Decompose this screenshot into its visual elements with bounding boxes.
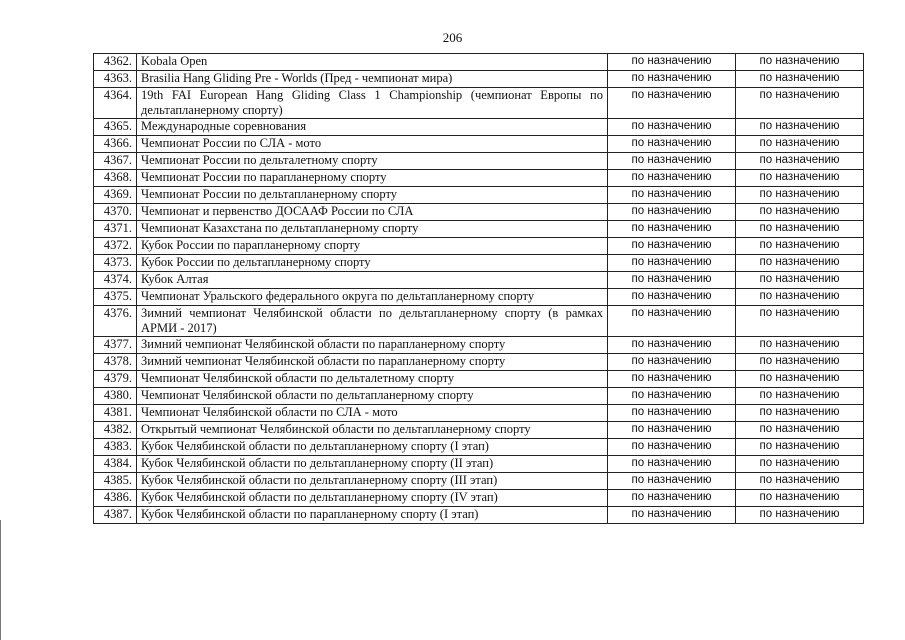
purpose-cell: по назначению — [736, 136, 864, 153]
row-number-cell: 4371. — [94, 221, 137, 238]
table-row — [94, 337, 864, 354]
table-row — [94, 71, 864, 88]
event-name-cell: Кубок Алтая — [137, 272, 608, 289]
row-number-cell: 4363. — [94, 71, 137, 88]
purpose-cell: по назначению — [608, 405, 736, 422]
event-name-cell: Кубок России по дельтапланерному спорту — [137, 255, 608, 272]
purpose-cell: по назначению — [608, 119, 736, 136]
purpose-cell: по назначению — [608, 473, 736, 490]
purpose-cell: по назначению — [608, 153, 736, 170]
row-number-cell: 4380. — [94, 388, 137, 405]
table-row — [94, 88, 864, 119]
purpose-cell: по назначению — [736, 170, 864, 187]
event-name-cell: Кубок России по парапланерному спорту — [137, 238, 608, 255]
event-name-cell: Зимний чемпионат Челябинской области по парапланерному спорту — [137, 354, 608, 371]
event-name-cell: Чемпионат и первенство ДОСААФ России по СЛА — [137, 204, 608, 221]
purpose-cell: по назначению — [736, 490, 864, 507]
row-number-cell: 4377. — [94, 337, 137, 354]
row-number-cell: 4367. — [94, 153, 137, 170]
row-number-cell: 4375. — [94, 289, 137, 306]
table-row — [94, 119, 864, 136]
row-number-cell: 4362. — [94, 54, 137, 71]
purpose-cell: по назначению — [736, 88, 864, 119]
event-name-cell: Чемпионат России по парапланерному спорту — [137, 170, 608, 187]
purpose-cell: по назначению — [608, 221, 736, 238]
event-name-cell: Чемпионат Челябинской области по СЛА - мото — [137, 405, 608, 422]
event-name-cell: Кубок Челябинской области по дельтапланерному спорту (I этап) — [137, 439, 608, 456]
row-number-cell: 4368. — [94, 170, 137, 187]
table-row — [94, 473, 864, 490]
row-number-cell: 4366. — [94, 136, 137, 153]
event-name-cell: Кубок Челябинской области по дельтапланерному спорту (II этап) — [137, 456, 608, 473]
event-name-cell: Чемпионат Уральского федерального округа по дельтапланерному спорту — [137, 289, 608, 306]
purpose-cell: по назначению — [608, 354, 736, 371]
table-row — [94, 272, 864, 289]
purpose-cell: по назначению — [608, 439, 736, 456]
event-name-cell: Кубок Челябинской области по дельтапланерному спорту (IV этап) — [137, 490, 608, 507]
table-row — [94, 490, 864, 507]
purpose-cell: по назначению — [608, 371, 736, 388]
event-name-cell: Kobala Open — [137, 54, 608, 71]
table-row — [94, 405, 864, 422]
event-name-cell: Brasilia Hang Gliding Pre - Worlds (Пред - чемпионат мира) — [137, 71, 608, 88]
row-number-cell: 4385. — [94, 473, 137, 490]
event-name-cell: Кубок Челябинской области по дельтапланерному спорту (III этап) — [137, 473, 608, 490]
row-number-cell: 4378. — [94, 354, 137, 371]
table-row — [94, 153, 864, 170]
purpose-cell: по назначению — [736, 272, 864, 289]
event-name-cell: Чемпионат Челябинской области по дельтапланерному спорту — [137, 388, 608, 405]
purpose-cell: по назначению — [736, 473, 864, 490]
purpose-cell: по назначению — [736, 54, 864, 71]
purpose-cell: по назначению — [608, 136, 736, 153]
table-row — [94, 187, 864, 204]
purpose-cell: по назначению — [736, 306, 864, 337]
purpose-cell: по назначению — [608, 306, 736, 337]
purpose-cell: по назначению — [608, 238, 736, 255]
row-number-cell: 4364. — [94, 88, 137, 119]
event-name-cell: Зимний чемпионат Челябинской области по парапланерному спорту — [137, 337, 608, 354]
row-number-cell: 4374. — [94, 272, 137, 289]
table-row — [94, 289, 864, 306]
purpose-cell: по назначению — [736, 255, 864, 272]
purpose-cell: по назначению — [608, 337, 736, 354]
table-row — [94, 255, 864, 272]
table-row — [94, 221, 864, 238]
purpose-cell: по назначению — [736, 289, 864, 306]
event-name-cell: Чемпионат России по дельтапланерному спорту — [137, 187, 608, 204]
purpose-cell: по назначению — [608, 187, 736, 204]
purpose-cell: по назначению — [736, 204, 864, 221]
event-name-cell: Открытый чемпионат Челябинской области по дельтапланерному спорту — [137, 422, 608, 439]
row-number-cell: 4373. — [94, 255, 137, 272]
event-name-cell: Кубок Челябинской области по парапланерному спорту (I этап) — [137, 507, 608, 524]
table-row — [94, 136, 864, 153]
purpose-cell: по назначению — [608, 507, 736, 524]
purpose-cell: по назначению — [608, 255, 736, 272]
table-row — [94, 306, 864, 337]
row-number-cell: 4383. — [94, 439, 137, 456]
table-row — [94, 371, 864, 388]
purpose-cell: по назначению — [736, 337, 864, 354]
event-name-cell: Чемпионат России по дельталетному спорту — [137, 153, 608, 170]
table-row — [94, 388, 864, 405]
purpose-cell: по назначению — [608, 170, 736, 187]
row-number-cell: 4386. — [94, 490, 137, 507]
row-number-cell: 4384. — [94, 456, 137, 473]
table-row — [94, 204, 864, 221]
purpose-cell: по назначению — [736, 354, 864, 371]
purpose-cell: по назначению — [608, 54, 736, 71]
row-number-cell: 4387. — [94, 507, 137, 524]
purpose-cell: по назначению — [736, 388, 864, 405]
row-number-cell: 4376. — [94, 306, 137, 337]
scan-edge-line — [0, 520, 1, 640]
row-number-cell: 4381. — [94, 405, 137, 422]
event-name-cell: Чемпионат Челябинской области по дельталетному спорту — [137, 371, 608, 388]
row-number-cell: 4365. — [94, 119, 137, 136]
purpose-cell: по назначению — [736, 238, 864, 255]
purpose-cell: по назначению — [736, 507, 864, 524]
purpose-cell: по назначению — [608, 71, 736, 88]
purpose-cell: по назначению — [608, 456, 736, 473]
purpose-cell: по назначению — [736, 221, 864, 238]
purpose-cell: по назначению — [608, 388, 736, 405]
purpose-cell: по назначению — [736, 422, 864, 439]
table-row — [94, 354, 864, 371]
event-name-cell: 19th FAI European Hang Gliding Class 1 Championship (чемпионат Европы по дельтапланерному спорту) — [137, 88, 608, 119]
purpose-cell: по назначению — [736, 119, 864, 136]
page-number: 206 — [442, 30, 463, 45]
row-number-cell: 4382. — [94, 422, 137, 439]
table-row — [94, 238, 864, 255]
table-row — [94, 54, 864, 71]
row-number-cell: 4372. — [94, 238, 137, 255]
purpose-cell: по назначению — [608, 422, 736, 439]
table-row — [94, 439, 864, 456]
purpose-cell: по назначению — [736, 71, 864, 88]
purpose-cell: по назначению — [608, 204, 736, 221]
events-table — [93, 53, 864, 524]
purpose-cell: по назначению — [608, 272, 736, 289]
table-row — [94, 422, 864, 439]
table-row — [94, 170, 864, 187]
table-row — [94, 456, 864, 473]
purpose-cell: по назначению — [736, 153, 864, 170]
table-body — [94, 54, 864, 524]
event-name-cell: Зимний чемпионат Челябинской области по дельтапланерному спорту (в рамках АРМИ - 2017) — [137, 306, 608, 337]
row-number-cell: 4369. — [94, 187, 137, 204]
purpose-cell: по назначению — [736, 405, 864, 422]
purpose-cell: по назначению — [736, 371, 864, 388]
purpose-cell: по назначению — [736, 187, 864, 204]
purpose-cell: по назначению — [736, 439, 864, 456]
table-row — [94, 507, 864, 524]
event-name-cell: Чемпионат Казахстана по дельтапланерному спорту — [137, 221, 608, 238]
event-name-cell: Международные соревнования — [137, 119, 608, 136]
purpose-cell: по назначению — [608, 88, 736, 119]
event-name-cell: Чемпионат России по СЛА - мото — [137, 136, 608, 153]
purpose-cell: по назначению — [736, 456, 864, 473]
row-number-cell: 4370. — [94, 204, 137, 221]
row-number-cell: 4379. — [94, 371, 137, 388]
purpose-cell: по назначению — [608, 490, 736, 507]
purpose-cell: по назначению — [608, 289, 736, 306]
